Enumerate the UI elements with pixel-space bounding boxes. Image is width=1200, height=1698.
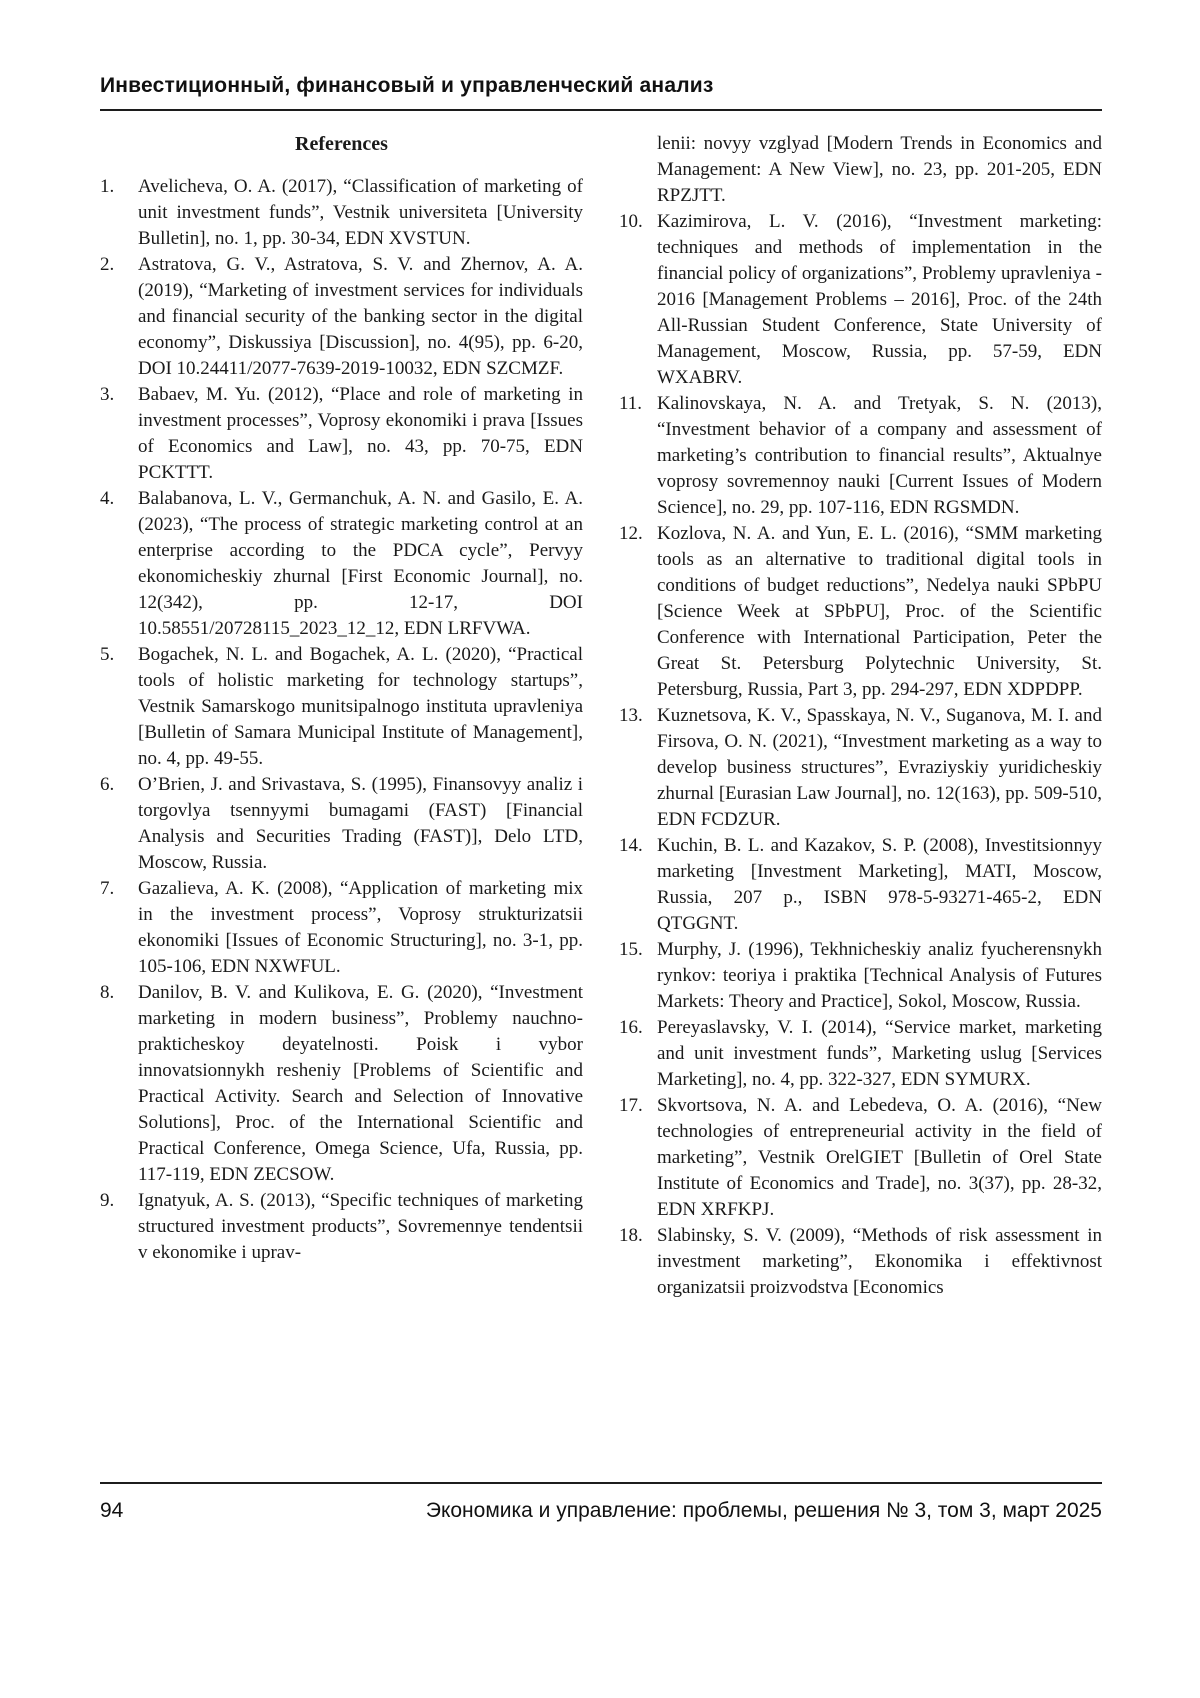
reference-number: 10. xyxy=(619,211,643,232)
reference-number: 11. xyxy=(619,393,643,414)
reference-entry xyxy=(100,1188,583,1266)
header-rule xyxy=(100,109,1102,111)
reference-number: 6. xyxy=(100,774,115,795)
reference-number: 1. xyxy=(100,176,115,197)
right-column xyxy=(619,131,1102,1301)
reference-text: Kazimirova, L. V. (2016), “Investment marketing: techniques and methods of implementation in the financial policy of organizations”, Problemy upravleniya - 2016 [Management Problems – 2016], Proc. of the 24th All-Russian Student Conference, State University of Management, Moscow, Russia, pp. 57-59, EDN WXABRV. xyxy=(657,211,1102,388)
reference-number: 17. xyxy=(619,1095,643,1116)
reference-entry xyxy=(100,876,583,980)
journal-title-line: Экономика и управление: проблемы, решения № 3, том 3, март 2025 xyxy=(425,1499,1102,1522)
page-number: 94 xyxy=(100,1499,124,1522)
reference-entry xyxy=(100,252,583,382)
reference-text: Kozlova, N. A. and Yun, E. L. (2016), “SMM marketing tools as an alternative to traditional digital tools in conditions of budget reductions”, Nedelya nauki SPbPU [Science Week at SPbPU], Proc. of the Scientific Conference with International Participation, Peter the Great St. Petersburg Polytechnic University, St. Petersburg, Russia, Part 3, pp. 294-297, EDN XDPDPP. xyxy=(657,523,1102,700)
footer-row xyxy=(100,1499,1102,1523)
reference-text: Avelicheva, O. A. (2017), “Classification of marketing of unit investment funds”, Vestnik universiteta [University Bulletin], no. 1, pp. 30-34, EDN XVSTUN. xyxy=(138,176,583,249)
running-title: Инвестиционный, финансовый и управленческий анализ xyxy=(100,74,714,97)
reference-number: 9. xyxy=(100,1190,115,1211)
reference-entry xyxy=(619,1015,1102,1093)
reference-text: O’Brien, J. and Srivastava, S. (1995), Finansovyy analiz i torgovlya tsennyymi bumagami (FAST) [Financial Analysis and Securities Trading (FAST)], Delo LTD, Moscow, Russia. xyxy=(138,774,583,873)
reference-entry xyxy=(619,1093,1102,1223)
reference-text: Astratova, G. V., Astratova, S. V. and Zhernov, A. A. (2019), “Marketing of investment services for individuals and financial security of the banking sector in the digital economy”, Diskussiya [Discussion], no. 4(95), pp. 6-20, DOI 10.24411/2077-7639-2019-10032, EDN SZCMZF. xyxy=(138,254,583,379)
reference-number: 2. xyxy=(100,254,115,275)
reference-entry xyxy=(100,980,583,1188)
reference-number: 5. xyxy=(100,644,115,665)
reference-entry xyxy=(619,391,1102,521)
references-section xyxy=(100,131,1102,1301)
page-header xyxy=(100,74,1102,111)
reference-entry xyxy=(619,703,1102,833)
reference-text: Bogachek, N. L. and Bogachek, A. L. (2020), “Practical tools of holistic marketing for technology startups”, Vestnik Samarskogo munitsipalnogo instituta upravleniya [Bulletin of Samara Municipal Institute of Management], no. 4, pp. 49-55. xyxy=(138,644,583,769)
reference-entry xyxy=(100,382,583,486)
reference-text: Kuznetsova, K. V., Spasskaya, N. V., Suganova, M. I. and Firsova, O. N. (2021), “Investment marketing as a way to develop business structures”, Evraziyskiy yuridicheskiy zhurnal [Eurasian Law Journal], no. 12(163), pp. 509-510, EDN FCDZUR. xyxy=(657,705,1102,830)
reference-text: Kalinovskaya, N. A. and Tretyak, S. N. (2013), “Investment behavior of a company and assessment of marketing’s contribution to financial results”, Aktualnye voprosy sovremennoy nauki [Current Issues of Modern Science], no. 29, pp. 107-116, EDN RGSMDN. xyxy=(657,393,1102,518)
reference-text: Pereyaslavsky, V. I. (2014), “Service market, marketing and unit investment funds”, Marketing uslug [Services Marketing], no. 4, pp. 322-327, EDN SYMURX. xyxy=(657,1017,1102,1090)
reference-entry xyxy=(619,209,1102,391)
reference-number: 13. xyxy=(619,705,643,726)
reference-number: 16. xyxy=(619,1017,643,1038)
reference-number: 3. xyxy=(100,384,115,405)
reference-text: Danilov, B. V. and Kulikova, E. G. (2020), “Investment marketing in modern business”, Problemy nauchno-prakticheskoy deyatelnosti. Poisk i vybor innovatsionnykh resheniy [Problems of Scientific and Practical Activity. Search and Selection of Innovative Solutions], Proc. of the International Scientific and Practical Conference, Omega Science, Ufa, Russia, pp. 117-119, EDN ZECSOW. xyxy=(138,982,583,1185)
reference-continuation-text: lenii: novyy vzglyad [Modern Trends in Economics and Management: A New View], no. 23, pp. 201-205, EDN RPZJTT. xyxy=(657,133,1102,206)
reference-number: 12. xyxy=(619,523,643,544)
reference-text: Skvortsova, N. A. and Lebedeva, O. A. (2016), “New technologies of entrepreneurial activity in the field of marketing”, Vestnik OrelGIET [Bulletin of Orel State Institute of Economics and Trade], no. 3(37), pp. 28-32, EDN XRFKPJ. xyxy=(657,1095,1102,1220)
references-heading: References xyxy=(295,133,388,155)
reference-number: 18. xyxy=(619,1225,643,1246)
references-left-list xyxy=(100,174,583,1266)
reference-text: Balabanova, L. V., Germanchuk, A. N. and Gasilo, E. A. (2023), “The process of strategic marketing control at an enterprise according to the PDCA cycle”, Pervyy ekonomicheskiy zhurnal [First Economic Journal], no. 12(342), pp. 12-17, DOI 10.58551/20728115_2023_12_12, EDN LRFVWA. xyxy=(138,488,583,639)
references-right-list xyxy=(619,209,1102,1301)
reference-entry xyxy=(619,521,1102,703)
reference-text: Kuchin, B. L. and Kazakov, S. P. (2008), Investitsionnyy marketing [Investment Marketing], MATI, Moscow, Russia, 207 p., ISBN 978-5-93271-465-2, EDN QTGGNT. xyxy=(657,835,1102,934)
reference-number: 8. xyxy=(100,982,115,1003)
reference-number: 15. xyxy=(619,939,643,960)
left-column xyxy=(100,131,583,1301)
reference-entry xyxy=(619,937,1102,1015)
footer-rule xyxy=(100,1482,1102,1484)
reference-number: 14. xyxy=(619,835,643,856)
reference-number: 7. xyxy=(100,878,115,899)
reference-entry xyxy=(619,1223,1102,1301)
reference-entry xyxy=(100,486,583,642)
reference-entry xyxy=(100,174,583,252)
reference-number: 4. xyxy=(100,488,115,509)
reference-entry xyxy=(100,772,583,876)
reference-entry xyxy=(619,833,1102,937)
reference-text: Slabinsky, S. V. (2009), “Methods of risk assessment in investment marketing”, Ekonomika i effektivnost organizatsii proizvodstva [Economics xyxy=(657,1225,1102,1298)
reference-text: Gazalieva, A. K. (2008), “Application of marketing mix in the investment process”, Voprosy strukturizatsii ekonomiki [Issues of Economic Structuring], no. 3-1, pp. 105-106, EDN NXWFUL. xyxy=(138,878,583,977)
reference-entry xyxy=(100,642,583,772)
reference-text: Murphy, J. (1996), Tekhnicheskiy analiz fyucherensnykh rynkov: teoriya i praktika [Technical Analysis of Futures Markets: Theory and Practice], Sokol, Moscow, Russia. xyxy=(657,939,1102,1012)
page-footer xyxy=(100,1482,1102,1523)
reference-text: Ignatyuk, A. S. (2013), “Specific techniques of marketing structured investment products”, Sovremennye tendentsii v ekonomike i uprav- xyxy=(138,1190,583,1263)
reference-text: Babaev, M. Yu. (2012), “Place and role of marketing in investment processes”, Voprosy ekonomiki i prava [Issues of Economics and Law], no. 43, pp. 70-75, EDN PCKTTT. xyxy=(138,384,583,483)
